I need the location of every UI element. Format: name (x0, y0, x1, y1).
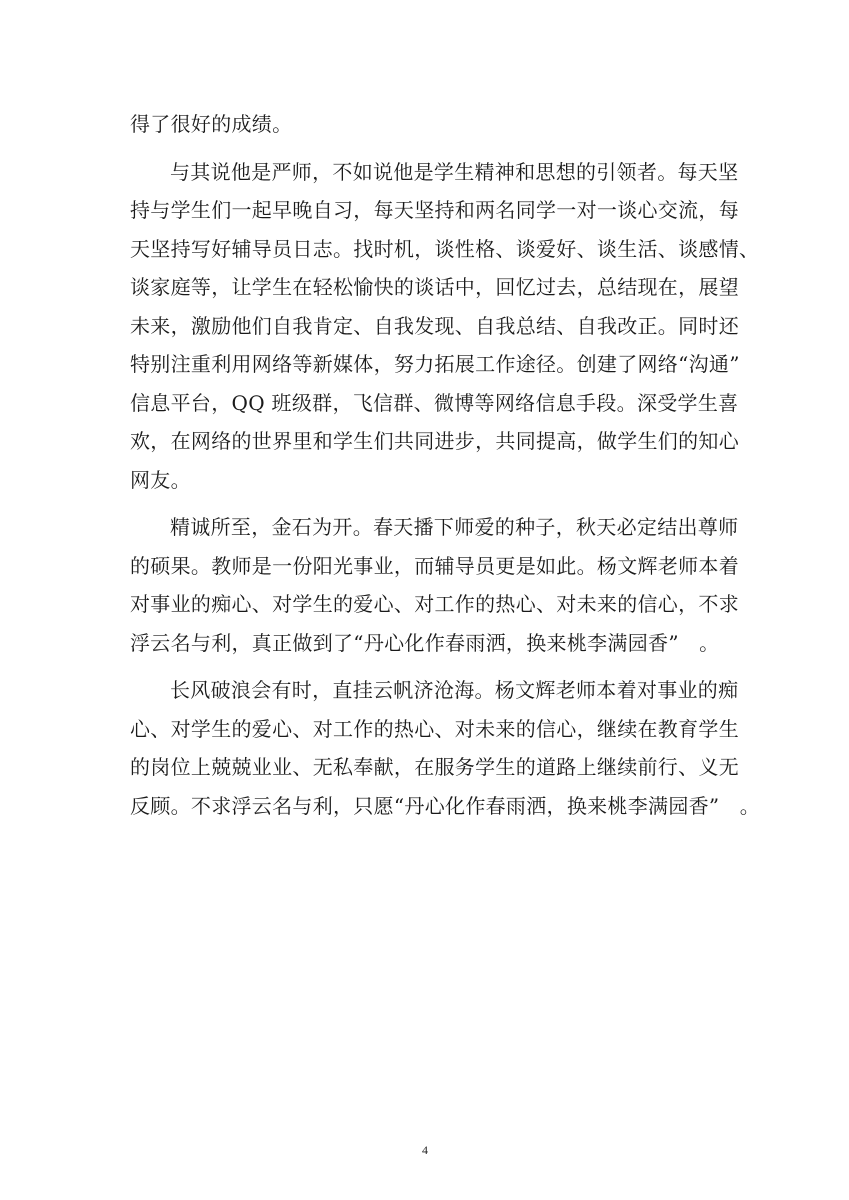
text-line: 反顾。不求浮云名与利，只愿“丹心化作春雨洒，换来桃李满园香” 。 (130, 793, 761, 818)
text-line: 长风破浪会有时，直挂云帆济沧海。杨文辉老师本着对事业的痴 (170, 678, 739, 702)
text-line: 的硕果。教师是一份阳光事业，而辅导员更是如此。杨文辉老师本着 (130, 553, 739, 578)
paragraph-4 (130, 671, 761, 825)
text-line: 特别注重利用网络等新媒体，努力拓展工作途径。创建了网络“沟通” (130, 352, 740, 376)
text-line: 与其说他是严师，不如说他是学生精神和思想的引领者。每天坚 (170, 159, 739, 184)
text-line: 信息平台，QQ 班级群，飞信群、微博等网络信息手段。深受学生喜 (130, 390, 739, 415)
text-line: 未来，激励他们自我肯定、自我发现、自我总结、自我改正。同时还 (130, 313, 739, 338)
paragraph-2 (130, 153, 760, 500)
text-line: 网友。 (130, 467, 191, 492)
text-line: 天坚持写好辅导员日志。找时机，谈性格、谈爱好、谈生活、谈感情、 (130, 236, 760, 261)
paragraph-1 (130, 105, 720, 144)
page-number: 4 (422, 1143, 428, 1157)
text-line: 对事业的痴心、对学生的爱心、对工作的热心、对未来的信心，不求 (130, 592, 739, 616)
paragraph-3 (130, 508, 739, 662)
text-line: 的岗位上兢兢业业、无私奉献，在服务学生的道路上继续前行、义无 (130, 755, 739, 779)
body-text (130, 105, 761, 834)
text-line: 欢，在网络的世界里和学生们共同进步，共同提高，做学生们的知心 (130, 429, 739, 453)
document-page (130, 0, 761, 1200)
text-line: 浮云名与利，真正做到了“丹心化作春雨洒，换来桃李满园香” 。 (130, 630, 720, 655)
text-line: 谈家庭等，让学生在轻松愉快的谈话中，回忆过去，总结现在，展望 (130, 275, 739, 299)
text-line: 精诚所至，金石为开。春天播下师爱的种子，秋天必定结出尊师 (170, 515, 739, 539)
text-line: 心、对学生的爱心、对工作的热心、对未来的信心，继续在教育学生 (130, 716, 739, 741)
text-line: 得了很好的成绩。 (130, 112, 293, 136)
text-line: 持与学生们一起早晚自习，每天坚持和两名同学一对一谈心交流，每 (130, 198, 739, 222)
